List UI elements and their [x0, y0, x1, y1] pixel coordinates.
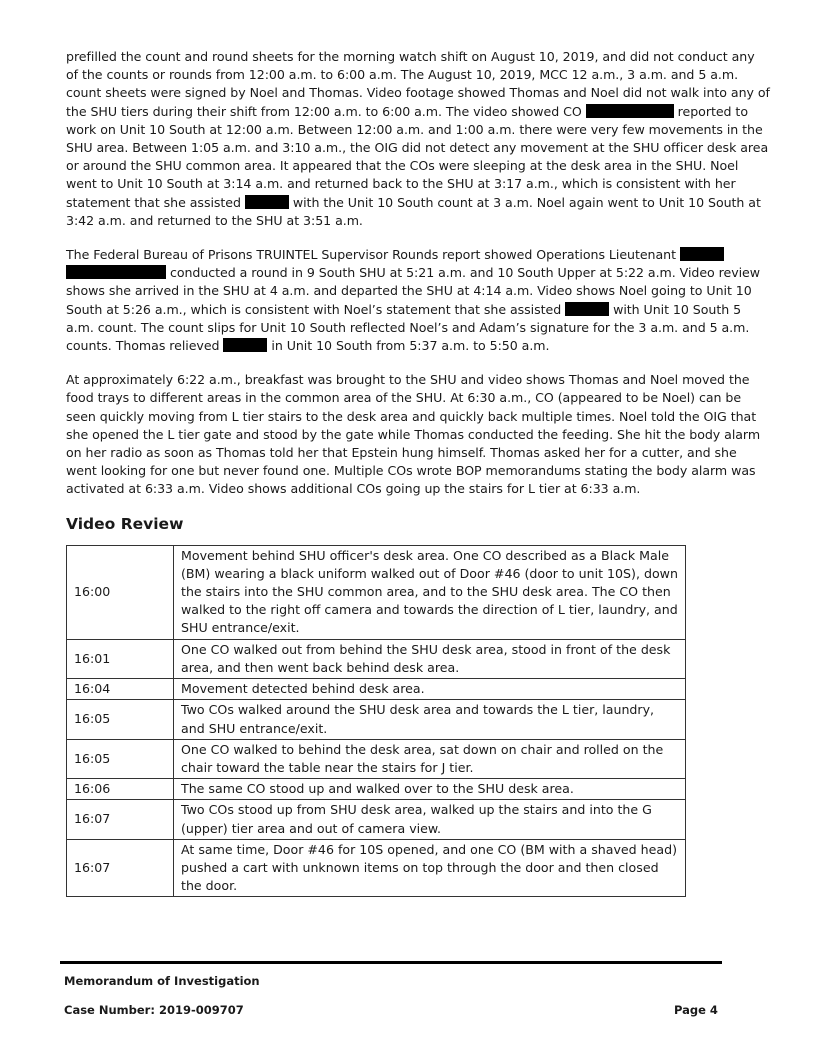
description-cell: Two COs walked around the SHU desk area and towards the L tier, laundry, and SHU entrance/exit. [174, 700, 686, 739]
time-cell: 16:04 [67, 679, 174, 700]
table-row [67, 679, 686, 700]
description-cell: Movement behind SHU officer's desk area. One CO described as a Black Male (BM) wearing a black uniform walked out of Door #46 (door to unit 10S), down the stairs into the SHU common area, and to the SHU desk area. The CO then walked to the right off camera and towards the direction of L tier, laundry, and SHU entrance/exit. [174, 545, 686, 639]
redaction-block [245, 195, 289, 209]
description-cell: One CO walked out from behind the SHU desk area, stood in front of the desk area, and then went back behind desk area. [174, 639, 686, 678]
time-cell: 16:07 [67, 839, 174, 897]
document-body [66, 48, 770, 897]
redaction-block [66, 265, 166, 279]
description-cell: The same CO stood up and walked over to the SHU desk area. [174, 779, 686, 800]
time-cell: 16:07 [67, 800, 174, 839]
time-cell: 16:05 [67, 739, 174, 778]
table-row [67, 779, 686, 800]
table-row [67, 545, 686, 639]
video-review-table [66, 545, 686, 898]
footer-title: Memorandum of Investigation [64, 974, 260, 988]
section-heading-video-review: Video Review [66, 514, 184, 533]
redaction-block [680, 247, 724, 261]
footer-divider [60, 961, 722, 964]
page-number: Page 4 [674, 1003, 718, 1017]
table-row [67, 700, 686, 739]
redaction-block [223, 338, 267, 352]
time-cell: 16:00 [67, 545, 174, 639]
case-number: Case Number: 2019-009707 [64, 1003, 244, 1017]
description-cell: At same time, Door #46 for 10S opened, and one CO (BM with a shaved head) pushed a cart with unknown items on top through the door and then closed the door. [174, 839, 686, 897]
table-row [67, 639, 686, 678]
table-row [67, 800, 686, 839]
description-cell: One CO walked to behind the desk area, sat down on chair and rolled on the chair toward the table near the stairs for J tier. [174, 739, 686, 778]
time-cell: 16:06 [67, 779, 174, 800]
description-cell: Movement detected behind desk area. [174, 679, 686, 700]
paragraph-1: prefilled the count and round sheets for the morning watch shift on August 10, 2019, and did not conduct any of the counts or rounds from 12:00 a.m. to 6:00 a.m. The August 10, 2019, MCC 12 a.m., 3 a.m. and 5 a.m. count sheets were signed by Noel and Thomas. Video footage showed Thomas and Noel did not walk into any of the SHU tiers during their shift from 12:00 a.m. to 6:00 a.m. The video showed CO reported to work on Unit 10 South at 12:00 a.m. Between 12:00 a.m. and 1:00 a.m. there were very few movements in the SHU area. Between 1:05 a.m. and 3:10 a.m., the OIG did not detect any movement at the SHU officer desk area or around the SHU common area. It appeared that the COs were sleeping at the desk area in the SHU. Noel went to Unit 10 South at 3:14 a.m. and returned back to the SHU at 3:17 a.m., which is consistent with her statement that she assisted with the Unit 10 South count at 3 a.m. Noel again went to Unit 10 South at 3:42 a.m. and returned to the SHU at 3:51 a.m. [66, 49, 770, 228]
description-cell: Two COs stood up from SHU desk area, walked up the stairs and into the G (upper) tier area and out of camera view. [174, 800, 686, 839]
table-row [67, 739, 686, 778]
time-cell: 16:05 [67, 700, 174, 739]
time-cell: 16:01 [67, 639, 174, 678]
paragraph-2: The Federal Bureau of Prisons TRUINTEL Supervisor Rounds report showed Operations Lieutenant conducted a round in 9 South SHU at 5:21 a.m. and 10 South Upper at 5:22 a.m. Video review shows she arrived in the SHU at 4 a.m. and departed the SHU at 4:14 a.m. Video shows Noel going to Unit 10 South at 5:26 a.m., which is consistent with Noel’s statement that she assisted with Unit 10 South 5 a.m. count. The count slips for Unit 10 South reflected Noel’s and Adam’s signature for the 3 a.m. and 5 a.m. counts. Thomas relieved in Unit 10 South from 5:37 a.m. to 5:50 a.m. [66, 247, 760, 354]
paragraph-3: At approximately 6:22 a.m., breakfast was brought to the SHU and video shows Thomas and Noel moved the food trays to different areas in the common area of the SHU. At 6:30 a.m., CO (appeared to be Noel) can be seen quickly moving from L tier stairs to the desk area and quickly back multiple times. Noel told the OIG that she opened the L tier gate and stood by the gate while Thomas conducted the feeding. She hit the body alarm on her radio as soon as Thomas told her that Epstein hung himself. Thomas asked her for a cutter, and she went looking for one but never found one. Multiple COs wrote BOP memorandums stating the body alarm was activated at 6:33 a.m. Video shows additional COs going up the stairs for L tier at 6:33 a.m. [66, 372, 761, 497]
redaction-block [586, 104, 674, 118]
redaction-block [565, 302, 609, 316]
table-row [67, 839, 686, 897]
